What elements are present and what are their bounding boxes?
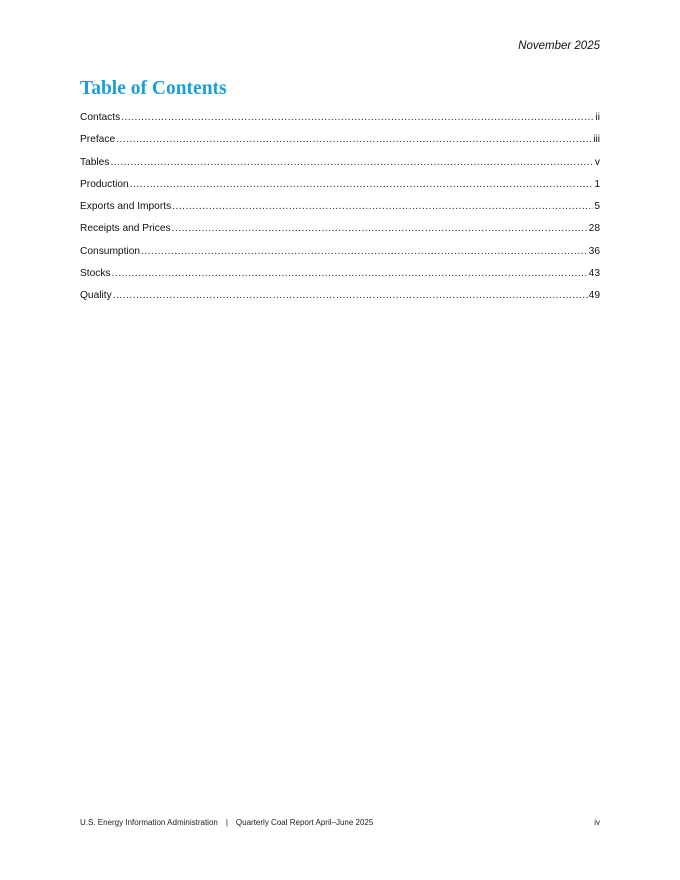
toc-dot-leader: [113, 290, 588, 301]
footer-separator: |: [225, 818, 228, 827]
toc-entry-page: 1: [594, 178, 600, 190]
footer-page-number: iv: [594, 818, 600, 827]
toc-entry-label: Consumption: [80, 245, 141, 257]
toc-entry-label: Production: [80, 178, 129, 190]
toc-dot-leader: [172, 223, 588, 234]
toc-entry-label: Quality: [80, 290, 112, 302]
toc-dot-leader: [172, 201, 593, 212]
toc-dot-leader: [130, 179, 594, 190]
toc-entry-tables[interactable]: [80, 157, 600, 179]
page-footer: [80, 818, 600, 827]
toc-dot-leader: [116, 134, 592, 145]
toc-entry-label: Tables: [80, 156, 110, 168]
toc-title: Table of Contents: [80, 78, 227, 99]
toc-entry-label: Stocks: [80, 268, 111, 280]
toc-entry-page: 5: [594, 201, 600, 213]
toc-entry-label: Exports and Imports: [80, 201, 172, 213]
toc-entry-page: v: [594, 156, 600, 168]
toc-entry-page: 36: [588, 245, 600, 257]
toc-entry-stocks[interactable]: [80, 268, 600, 290]
toc-entry-page: iii: [593, 134, 600, 146]
toc-dot-leader: [121, 112, 594, 123]
toc-entry-page: 49: [588, 290, 600, 302]
toc-entry-quality[interactable]: [80, 290, 600, 312]
footer-report-title: Quarterly Coal Report April–June 2025: [235, 818, 374, 827]
footer-report-info: [80, 818, 373, 827]
header-date: November 2025: [518, 40, 600, 52]
toc-dot-leader: [110, 157, 593, 168]
toc-entry-consumption[interactable]: [80, 246, 600, 268]
toc-list: [80, 112, 600, 313]
toc-dot-leader: [112, 268, 588, 279]
toc-entry-contacts[interactable]: [80, 112, 600, 134]
toc-entry-exports-and-imports[interactable]: [80, 201, 600, 223]
toc-entry-production[interactable]: [80, 179, 600, 201]
toc-entry-page: 43: [588, 268, 600, 280]
toc-entry-receipts-and-prices[interactable]: [80, 223, 600, 245]
toc-entry-preface[interactable]: [80, 134, 600, 156]
toc-entry-page: 28: [588, 223, 600, 235]
toc-entry-label: Preface: [80, 134, 116, 146]
toc-dot-leader: [141, 246, 588, 257]
toc-entry-page: ii: [595, 112, 600, 123]
footer-agency: U.S. Energy Information Administration: [80, 818, 218, 827]
toc-entry-label: Receipts and Prices: [80, 223, 171, 235]
toc-entry-label: Contacts: [80, 112, 121, 123]
